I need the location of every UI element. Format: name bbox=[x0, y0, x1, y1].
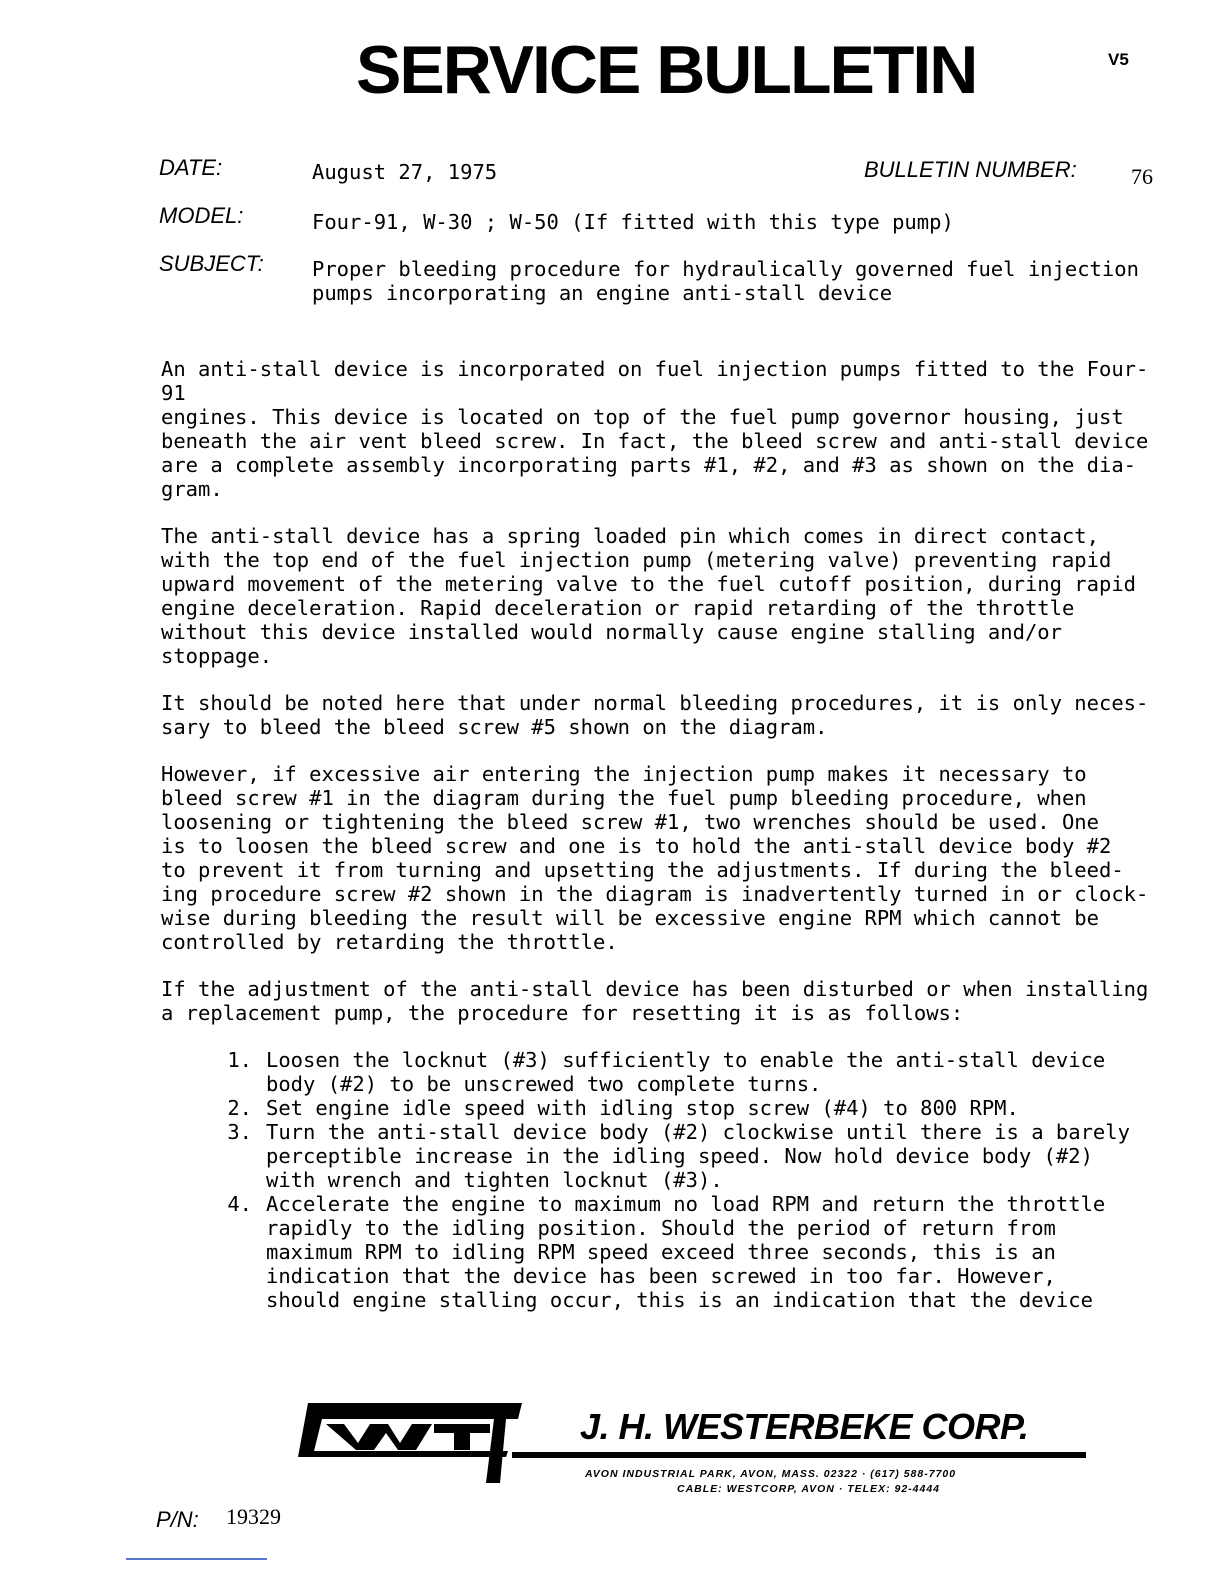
list-item bbox=[161, 1192, 1151, 1312]
pn-value: 19329 bbox=[226, 1504, 281, 1529]
westerbeke-logo bbox=[294, 1397, 534, 1483]
step-text: Loosen the locknut (#3) sufficiently to enable the anti-stall device body (#2) to be unscrewed two complete turns. bbox=[266, 1048, 1106, 1096]
subject-value: Proper bleeding procedure for hydraulically governed fuel injection pumps incorporating an engine anti-stall device bbox=[312, 257, 1139, 305]
address-line-1: AVON INDUSTRIAL PARK, AVON, MASS. 02322 · (617) 588-7700 bbox=[585, 1468, 957, 1480]
step-text: Accelerate the engine to maximum no load RPM and return the throttle rapidly to the idling position. Should the period of return from maximum RPM to idling RPM speed exceed three seconds, this is an indication that the device has been screwed in too far. However, should engine stalling occur, this is an indication that the device bbox=[266, 1192, 1106, 1312]
step-number: 3. bbox=[227, 1120, 252, 1144]
list-item bbox=[161, 1048, 1151, 1096]
step-number: 2. bbox=[227, 1096, 252, 1120]
page-title: SERVICE BULLETIN bbox=[356, 32, 977, 108]
bulletin-body bbox=[161, 357, 1151, 1312]
footer-rule bbox=[512, 1452, 1086, 1458]
address-line-2: CABLE: WESTCORP, AVON · TELEX: 92-4444 bbox=[677, 1483, 941, 1495]
date-label: DATE: bbox=[159, 155, 223, 180]
model-label: MODEL: bbox=[159, 203, 244, 228]
list-item bbox=[161, 1120, 1151, 1192]
date-value: August 27, 1975 bbox=[312, 160, 498, 184]
model-value: Four-91, W-30 ; W-50 (If fitted with this type pump) bbox=[312, 210, 954, 234]
step-text: Turn the anti-stall device body (#2) clockwise until there is a barely perceptible increase in the idling speed. Now hold device body (#2) with wrench and tighten locknut (#3). bbox=[266, 1120, 1130, 1192]
paragraph: It should be noted here that under normal bleeding procedures, it is only neces- sary to bleed the bleed screw #5 shown on the diagram. bbox=[161, 691, 1149, 739]
paragraph: An anti-stall device is incorporated on fuel injection pumps fitted to the Four-91 engines. This device is located on top of the fuel pump governor housing, just beneath the air vent bleed screw. In fact, the bleed screw and anti-stall device are a complete assembly incorporating parts #1, #2, and #3 as shown on the dia- gram. bbox=[161, 357, 1149, 501]
company-name: J. H. WESTERBEKE CORP. bbox=[580, 1406, 1029, 1447]
step-text: Set engine idle speed with idling stop screw (#4) to 800 RPM. bbox=[266, 1096, 1019, 1120]
paragraph: If the adjustment of the anti-stall device has been disturbed or when installing a replacement pump, the procedure for resetting it is as follows: bbox=[161, 977, 1149, 1025]
paragraph: The anti-stall device has a spring loaded pin which comes in direct contact, with the top end of the fuel injection pump (metering valve) preventing rapid upward movement of the metering valve to the fuel cutoff position, during rapid engine deceleration. Rapid deceleration or rapid retarding of the throttle without this device installed would normally cause engine stalling and/or stoppage. bbox=[161, 524, 1137, 668]
step-number: 1. bbox=[227, 1048, 252, 1072]
bulletin-number-value: 76 bbox=[1131, 164, 1153, 189]
pn-label: P/N: bbox=[156, 1507, 199, 1532]
bulletin-number-label: BULLETIN NUMBER: bbox=[864, 157, 1077, 182]
version-code: V5 bbox=[1108, 50, 1129, 69]
list-item bbox=[161, 1096, 1151, 1120]
subject-label: SUBJECT: bbox=[159, 251, 264, 276]
paragraph: However, if excessive air entering the injection pump makes it necessary to bleed screw #1 in the diagram during the fuel pump bleeding procedure, when loosening or tightening the bleed screw #1, two wrenches should be used. One is to loosen the bleed screw and one is to hold the anti-stall device body #2 to prevent it from turning and upsetting the adjustments. If during the bleed- ing procedure screw #2 shown in the diagram is inadvertently turned in or clock- wise during bleeding the result will be excessive engine RPM which cannot be controlled by retarding the throttle. bbox=[161, 762, 1149, 954]
page-edge-line bbox=[126, 1558, 267, 1560]
step-number: 4. bbox=[227, 1192, 252, 1216]
procedure-steps bbox=[161, 1048, 1151, 1312]
